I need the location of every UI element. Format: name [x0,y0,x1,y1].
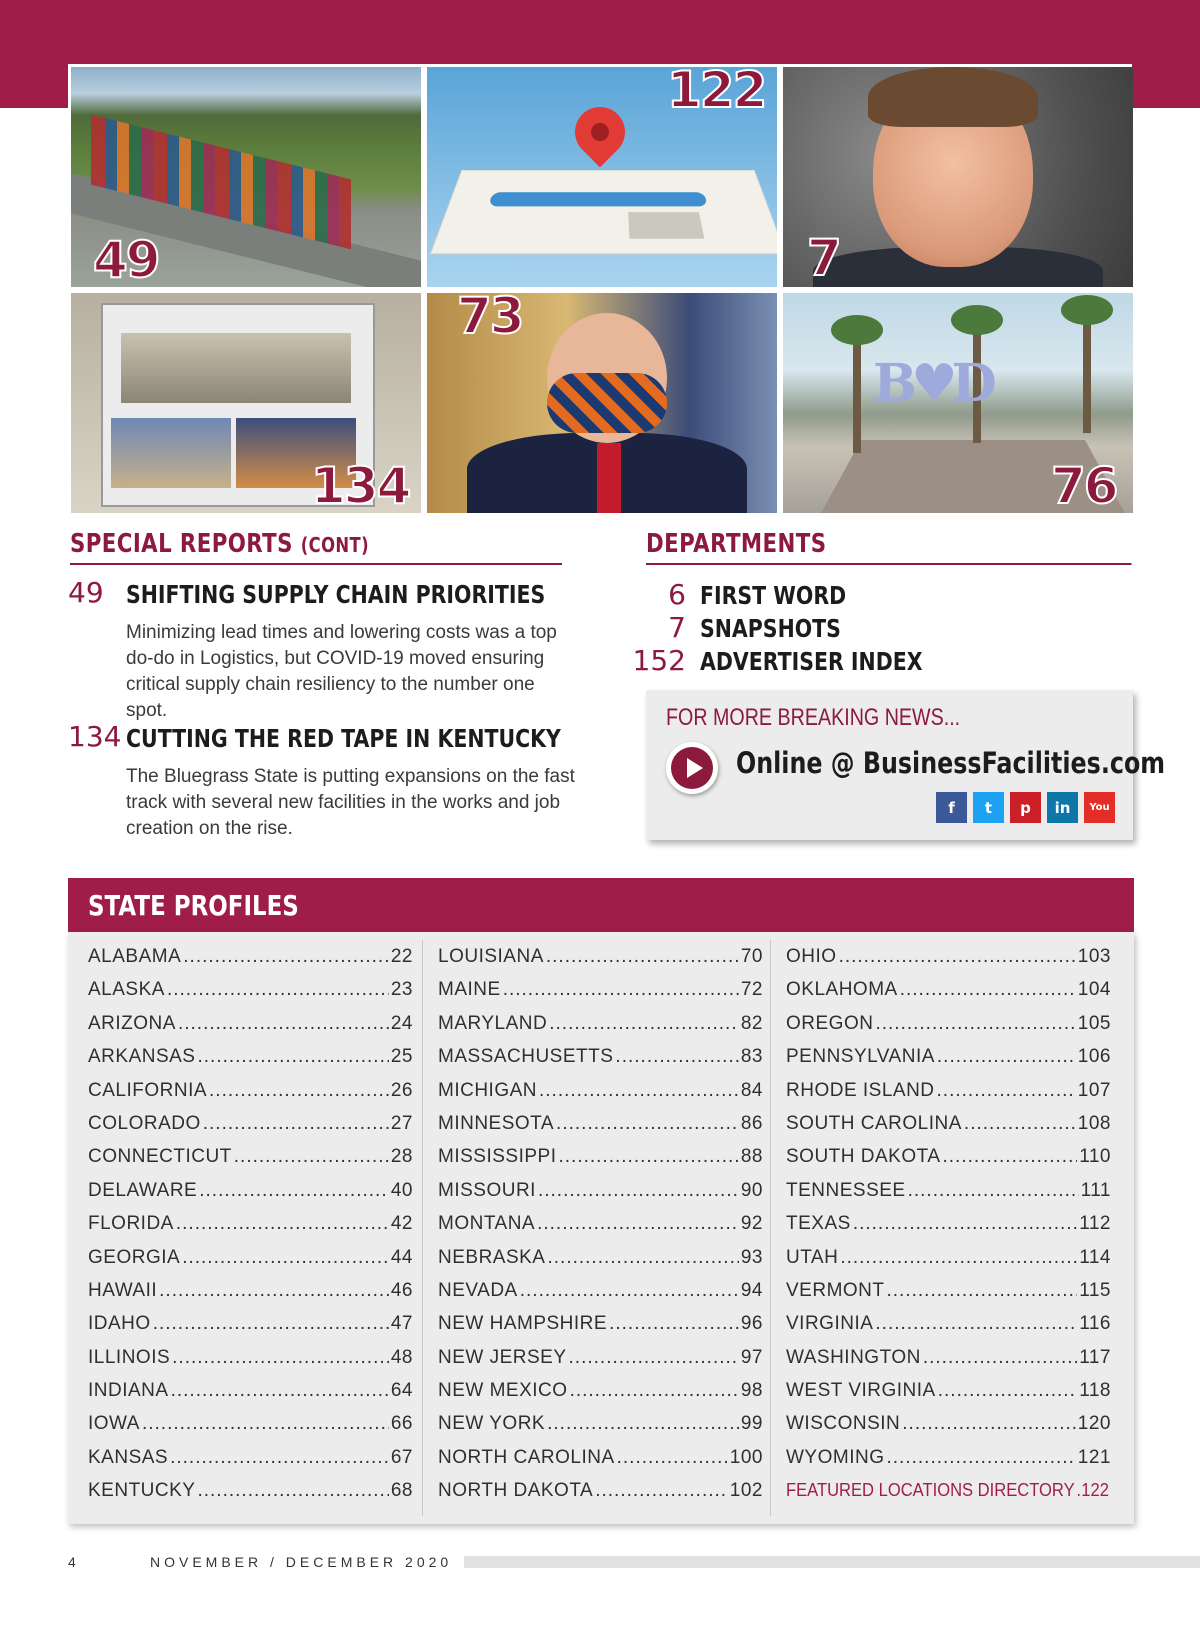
state-row[interactable] [786,1247,1111,1280]
dot-leader [558,1146,738,1168]
state-row[interactable] [88,1280,413,1313]
department-page-number: 7 [668,611,686,644]
linkedin-icon[interactable]: in [1047,792,1078,823]
state-row[interactable] [786,1180,1111,1213]
state-page-number: 98 [740,1380,763,1402]
state-name: ALASKA [88,979,165,1001]
footer-rule [464,1556,1200,1568]
dot-leader [595,1480,728,1502]
state-row[interactable] [88,1213,413,1246]
state-row[interactable] [786,1213,1111,1246]
state-name: VERMONT [786,1279,885,1301]
state-name: NEW HAMPSHIRE [438,1313,608,1335]
state-page-number: 115 [1079,1279,1111,1301]
state-name: KENTUCKY [88,1480,196,1502]
state-page-number: 90 [740,1179,763,1201]
photo-sky [111,418,231,488]
play-icon[interactable] [666,742,718,794]
state-name: INDIANA [88,1380,169,1402]
department-item[interactable] [646,578,1116,611]
state-page-number: 102 [729,1480,763,1502]
article-page-number: 49 [68,576,104,609]
dot-leader [199,1180,389,1202]
pinterest-icon[interactable]: p [1010,792,1041,823]
state-row[interactable] [88,1247,413,1280]
state-page-number: 68 [390,1480,413,1502]
state-row[interactable] [88,1347,413,1380]
special-reports-title: SPECIAL REPORTS [70,529,293,559]
dot-leader [902,1413,1076,1435]
state-page-number: 116 [1079,1313,1111,1335]
dot-leader [964,1113,1076,1135]
page-number: 4 [68,1554,80,1570]
facebook-icon[interactable]: f [936,792,967,823]
dot-leader [900,979,1076,1001]
photo-letter-sculpture: B♥D [873,353,991,414]
photo-mask [547,373,667,433]
dot-leader [183,946,389,968]
dot-leader [546,946,739,968]
dot-leader [197,1480,388,1502]
state-name: NEVADA [438,1279,518,1301]
photo-page-number: 122 [667,67,766,119]
photo-page-number: 76 [1051,457,1117,513]
state-name: KANSAS [88,1446,169,1468]
article-supply-chain[interactable] [68,576,588,721]
state-row[interactable] [786,1447,1111,1480]
dot-leader [153,1313,389,1335]
dot-leader [197,1046,388,1068]
state-row[interactable] [438,1280,763,1313]
dot-leader [182,1247,389,1269]
state-name: ARIZONA [88,1012,176,1034]
state-row[interactable] [88,1113,413,1146]
state-name: GEORGIA [88,1246,181,1268]
special-reports-suffix: (CONT) [300,533,370,557]
dot-leader [178,1013,389,1035]
state-name: OHIO [786,946,837,967]
state-name: CONNECTICUT [88,1146,232,1168]
dot-leader [171,1380,389,1402]
state-page-number: 47 [390,1313,413,1335]
article-title[interactable]: CUTTING THE RED TAPE IN KENTUCKY [126,724,561,753]
photo-masked-speaker[interactable] [427,293,777,513]
state-page-number: 26 [390,1079,413,1101]
state-name: FEATURED LOCATIONS DIRECTORY [786,1480,1075,1501]
photo-building [121,333,351,403]
state-name: IOWA [88,1413,140,1435]
state-page-number: 94 [740,1279,763,1301]
dot-leader [840,1247,1077,1269]
state-name: LOUISIANA [438,946,544,967]
photo-map [430,170,777,254]
state-row[interactable] [438,1080,763,1113]
state-column [88,946,413,1514]
state-page-number: 84 [740,1079,763,1101]
state-row[interactable] [88,1413,413,1446]
state-row[interactable] [438,1347,763,1380]
dot-leader [887,1280,1078,1302]
state-row[interactable] [786,1347,1111,1380]
dot-leader [615,1046,738,1068]
state-row[interactable] [438,1113,763,1146]
state-name: ARKANSAS [88,1046,196,1068]
state-row[interactable] [438,1313,763,1346]
department-label[interactable]: ADVERTISER INDEX [700,647,923,676]
issue-date: NOVEMBER / DECEMBER 2020 [150,1554,453,1570]
state-page-number: 108 [1077,1112,1111,1134]
dot-leader [549,1013,739,1035]
state-name: DELAWARE [88,1179,198,1201]
state-row[interactable] [88,979,413,1012]
state-row[interactable] [786,1080,1111,1113]
dot-leader [887,1447,1076,1469]
state-page-number: 110 [1079,1146,1111,1168]
state-name: CALIFORNIA [88,1079,208,1101]
dot-leader [167,979,389,1001]
state-row[interactable] [438,1413,763,1446]
photo-map-pin[interactable] [427,67,777,287]
department-item[interactable] [632,644,1116,677]
state-name: ILLINOIS [88,1346,171,1368]
state-page-number: 92 [740,1213,763,1235]
breaking-news-box [646,690,1166,840]
photo-page-number: 49 [93,231,159,287]
state-page-number: 96 [740,1313,763,1335]
photo-boulevard-sign[interactable] [783,293,1133,513]
article-description: Minimizing lead times and lowering costs was a top do-do in Logistics, but COVID-19 moved ensuring critical supply chain resiliency to the number one spot. [126,622,557,721]
state-row[interactable] [88,1480,413,1513]
state-profiles-heading: STATE PROFILES [88,889,299,922]
state-name: WYOMING [786,1446,885,1468]
article-description: The Bluegrass State is putting expansions on the fast track with several new facilities in the works and job creation on the rise. [126,766,575,839]
dot-leader [556,1113,739,1135]
state-row[interactable] [88,1013,413,1046]
state-page-number: 42 [390,1213,413,1235]
state-name: MARYLAND [438,1012,548,1034]
state-row[interactable] [786,946,1111,979]
state-row[interactable] [438,1046,763,1079]
state-page-number: 100 [729,1446,763,1468]
photo-page-number: 73 [457,293,523,345]
photo-tie [597,443,621,513]
department-item[interactable] [646,611,1116,644]
state-row[interactable] [438,1380,763,1413]
state-page-number: 70 [740,946,763,967]
department-label[interactable]: FIRST WORD [700,581,847,610]
state-row[interactable] [88,1180,413,1213]
state-row[interactable] [438,1180,763,1213]
state-row[interactable] [88,1146,413,1179]
state-page-number: 103 [1077,946,1111,967]
state-row[interactable] [786,1380,1111,1413]
state-page-number: 107 [1077,1079,1111,1101]
state-page-number: 66 [390,1413,413,1435]
state-page-number: 120 [1077,1413,1111,1435]
photo-portrait[interactable] [783,67,1133,287]
state-row[interactable] [438,1213,763,1246]
dot-leader [908,1180,1079,1202]
state-row[interactable] [88,1080,413,1113]
map-pin-icon [565,97,636,168]
state-page-number: 114 [1079,1246,1111,1268]
state-row[interactable] [438,979,763,1012]
state-name: VIRGINIA [786,1313,874,1335]
state-name: COLORADO [88,1112,201,1134]
state-name: NEW YORK [438,1413,546,1435]
dot-leader [520,1280,739,1302]
state-name: TENNESSEE [786,1179,906,1201]
state-name: TEXAS [786,1213,851,1235]
photo-page-number: 7 [807,229,840,287]
state-page-number: 97 [740,1346,763,1368]
dot-leader [537,1213,739,1235]
dot-leader [1076,1480,1079,1501]
state-page-number: 64 [390,1380,413,1402]
article-kentucky[interactable] [68,720,588,840]
column-divider [770,940,771,1516]
state-page-number: 111 [1080,1179,1111,1201]
dot-leader [875,1313,1077,1335]
state-name: NORTH CAROLINA [438,1446,615,1468]
column-divider [422,940,423,1516]
state-row[interactable] [438,946,763,979]
state-row[interactable] [786,1046,1111,1079]
state-name: SOUTH DAKOTA [786,1146,941,1168]
state-name: ALABAMA [88,946,182,967]
state-row[interactable] [88,1046,413,1079]
state-row[interactable] [786,1113,1111,1146]
state-column [786,946,1111,1514]
state-page-number: 105 [1077,1012,1111,1034]
state-row[interactable] [786,1146,1111,1179]
departments-list [632,578,1116,677]
state-page-number: 46 [390,1279,413,1301]
state-name: OKLAHOMA [786,979,898,1001]
state-page-number: 72 [740,979,763,1001]
state-row[interactable] [786,979,1111,1012]
state-page-number: 118 [1079,1380,1111,1402]
dot-leader [937,1046,1076,1068]
state-name: MINNESOTA [438,1112,555,1134]
state-page-number: 27 [390,1112,413,1134]
photo-hair [868,67,1038,127]
dot-leader [172,1347,389,1369]
state-page-number: 106 [1077,1046,1111,1068]
dot-leader [853,1213,1077,1235]
photo-page-number: 134 [311,457,410,513]
state-name: NEW MEXICO [438,1380,568,1402]
state-page-number: 122 [1081,1480,1109,1501]
state-page-number: 82 [740,1012,763,1034]
dot-leader [943,1146,1078,1168]
state-name: WISCONSIN [786,1413,901,1435]
state-page-number: 22 [390,946,413,967]
featured-directory-row[interactable] [786,1480,1109,1513]
state-row[interactable] [438,1480,763,1513]
state-page-number: 86 [740,1112,763,1134]
state-row[interactable] [438,1447,763,1480]
state-name: RHODE ISLAND [786,1079,935,1101]
state-row[interactable] [438,1146,763,1179]
state-page-number: 23 [390,979,413,1001]
state-row[interactable] [786,1013,1111,1046]
dot-leader [209,1080,389,1102]
photo-rendering-board[interactable] [71,293,421,513]
dot-leader [176,1213,389,1235]
dot-leader [539,1080,739,1102]
website-link[interactable]: Online @ BusinessFacilities.com [736,746,1166,780]
state-name: MISSOURI [438,1179,536,1201]
dot-leader [503,979,739,1001]
state-page-number: 88 [740,1146,763,1168]
state-page-number: 99 [740,1413,763,1435]
state-name: WEST VIRGINIA [786,1380,936,1402]
state-page-number: 121 [1077,1446,1111,1468]
dot-leader [538,1180,739,1202]
palm-tree-icon [853,333,861,453]
state-name: UTAH [786,1246,839,1268]
state-row[interactable] [786,1413,1111,1446]
state-column [438,946,763,1514]
state-name: HAWAII [88,1279,158,1301]
state-row[interactable] [88,1447,413,1480]
dot-leader [170,1447,389,1469]
state-page-number: 93 [740,1246,763,1268]
state-page-number: 83 [740,1046,763,1068]
department-page-number: 6 [668,578,686,611]
article-page-number: 134 [68,720,122,753]
state-page-number: 48 [390,1346,413,1368]
state-name: MASSACHUSETTS [438,1046,614,1068]
dot-leader [923,1347,1077,1369]
special-reports-heading [70,530,562,565]
state-page-number: 104 [1077,979,1111,1001]
dot-leader [938,1380,1077,1402]
state-page-number: 28 [390,1146,413,1168]
dot-leader [159,1280,389,1302]
state-row[interactable] [88,946,413,979]
state-page-number: 25 [390,1046,413,1068]
state-page-number: 112 [1079,1213,1111,1235]
state-name: MAINE [438,979,501,1001]
dot-leader [937,1080,1076,1102]
state-name: WASHINGTON [786,1346,921,1368]
palm-tree-icon [1083,313,1091,433]
state-row[interactable] [786,1280,1111,1313]
state-profiles-band [68,878,1134,932]
state-row[interactable] [88,1380,413,1413]
dot-leader [142,1413,389,1435]
state-page-number: 44 [390,1246,413,1268]
state-name: NORTH DAKOTA [438,1480,594,1502]
dot-leader [203,1113,389,1135]
department-label[interactable]: SNAPSHOTS [700,614,841,643]
social-icons [936,792,1115,823]
dot-leader [875,1013,1075,1035]
state-name: PENNSYLVANIA [786,1046,935,1068]
dot-leader [547,1247,738,1269]
state-row[interactable] [438,1013,763,1046]
dot-leader [570,1380,739,1402]
departments-heading: DEPARTMENTS [646,530,1131,565]
state-page-number: 117 [1079,1346,1111,1368]
breaking-news-heading: FOR MORE BREAKING NEWS... [666,704,961,731]
twitter-icon[interactable]: t [973,792,1004,823]
state-page-number: 24 [390,1012,413,1034]
state-name: MICHIGAN [438,1079,537,1101]
article-title[interactable]: SHIFTING SUPPLY CHAIN PRIORITIES [126,580,546,609]
department-page-number: 152 [632,644,686,677]
state-profiles-table [68,932,1134,1524]
state-name: OREGON [786,1012,874,1034]
dot-leader [839,946,1076,968]
dot-leader [547,1413,739,1435]
state-page-number: 67 [390,1446,413,1468]
state-row[interactable] [88,1313,413,1346]
state-name: IDAHO [88,1313,151,1335]
photo-grid [68,64,1132,514]
dot-leader [617,1447,728,1469]
dot-leader [569,1347,739,1369]
state-name: SOUTH CAROLINA [786,1112,962,1134]
dot-leader [234,1146,389,1168]
state-name: NEBRASKA [438,1246,546,1268]
photo-container-port[interactable] [71,67,421,287]
state-row[interactable] [786,1313,1111,1346]
state-row[interactable] [438,1247,763,1280]
state-name: MONTANA [438,1213,536,1235]
state-name: NEW JERSEY [438,1346,567,1368]
state-page-number: 40 [390,1179,413,1201]
youtube-icon[interactable]: You [1084,792,1115,823]
state-name: FLORIDA [88,1213,174,1235]
state-name: MISSISSIPPI [438,1146,557,1168]
dot-leader [609,1313,739,1335]
